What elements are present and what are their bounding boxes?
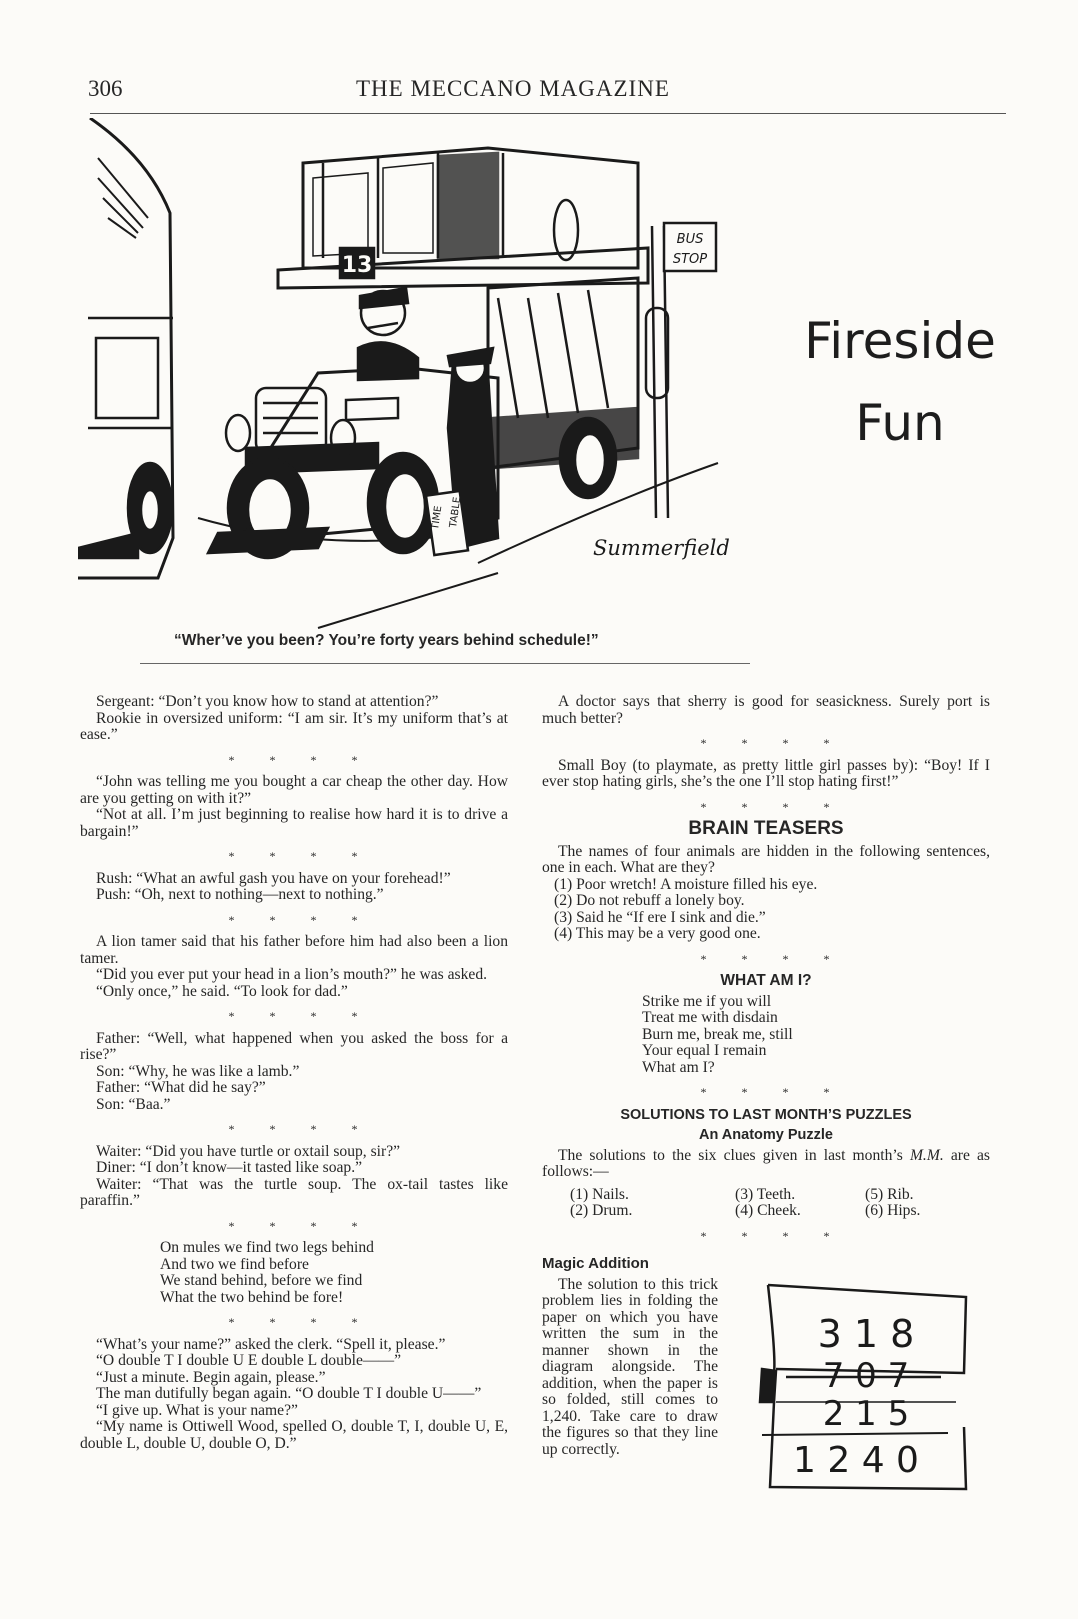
right-column [542, 694, 990, 1507]
list-item: (3) Said he “If ere I sink and die.” [554, 908, 766, 926]
verse-line: On mules we find two legs behind [160, 1239, 374, 1256]
left-column [80, 694, 508, 1452]
separator-stars: * * * * [228, 752, 374, 767]
feature-title-line2: Fun [855, 394, 945, 452]
verse-line: Your equal I remain [642, 1042, 767, 1059]
verse-line: What am I? [642, 1058, 715, 1076]
joke-line: “John was telling me you bought a car cheap the other day. How are you getting on with it?” [80, 773, 508, 807]
separator-stars: * * * * [228, 1218, 374, 1233]
diagram-row: 1 2 4 0 [793, 1439, 919, 1481]
answer-item: (1) Nails. [570, 1185, 629, 1203]
answer-item: (2) Drum. [570, 1202, 633, 1219]
answer-item: (3) Teeth. [735, 1185, 796, 1203]
svg-text:BUS: BUS [676, 232, 704, 247]
feature-title-line1: Fireside [804, 312, 996, 370]
joke-line: A doctor says that sherry is good for seasickness. Surely port is much better? [542, 693, 990, 727]
separator-stars: * * * * [228, 1315, 374, 1329]
joke-line: Rookie in oversized uniform: “I am sir. It’s my uniform that’s at ease.” [80, 709, 508, 743]
magic-addition-text: The solution to this trick problem lies in folding the paper on which you have written the sum in the manner shown in the diagram alongside. The addition, when the paper is so folded, still comes to 1,240. Take care to draw the figures so that they line up correctly. [542, 1275, 718, 1458]
joke-line: “Only once,” he said. “To look for dad.” [96, 982, 348, 1000]
brain-teasers-heading: BRAIN TEASERS [688, 818, 844, 839]
joke-line: “I give up. What is your name?” [96, 1401, 298, 1419]
folded-paper-diagram [756, 1277, 976, 1507]
joke-line: Sergeant: “Don’t you know how to stand at attention?” [96, 693, 439, 710]
verse-line: Burn me, break me, still [642, 1025, 793, 1043]
separator-stars: * * * * [228, 912, 374, 927]
joke-line: Waiter: “Did you have turtle or oxtail soup, sir?” [96, 1142, 401, 1160]
caption-rule [140, 663, 750, 664]
anatomy-answers [570, 1187, 990, 1220]
bus-cartoon [78, 118, 758, 648]
joke-line: “Did you ever put your head in a lion’s mouth?” he was asked. [96, 966, 488, 983]
magic-addition-heading: Magic Addition [542, 1255, 649, 1272]
joke-line: Small Boy (to playmate, as pretty little girl passes by): “Boy! If I ever stop hating girls, she’s the one I’ll stop hating first!” [542, 756, 990, 790]
what-am-i-heading: WHAT AM I? [720, 972, 812, 989]
separator-stars: * * * * [700, 1228, 846, 1243]
solutions-intro: The solutions to the six clues given in last month’s M.M. are as follows:— [542, 1146, 990, 1180]
magazine-title: THE MECCANO MAGAZINE [356, 76, 670, 101]
joke-line: “Not at all. I’m just beginning to realise how hard it is to drive a bargain!” [80, 806, 508, 840]
joke-line: Father: “What did he say?” [96, 1079, 266, 1096]
joke-line: Father: “Well, what happened when you asked the boss for a rise?” [80, 1029, 508, 1063]
answer-item: (5) Rib. [865, 1185, 914, 1203]
joke-line: A lion tamer said that his father before him had also been a lion tamer. [80, 933, 508, 967]
diagram-row: 3 1 8 [817, 1311, 915, 1356]
what-am-i-verse [642, 994, 990, 1077]
separator-stars: * * * * [700, 1085, 846, 1099]
joke-line: Push: “Oh, next to nothing—next to nothing.” [96, 886, 384, 903]
header-rule [90, 113, 1006, 114]
list-item: (1) Poor wretch! A moisture filled his eye. [554, 875, 818, 893]
answer-item: (4) Cheek. [735, 1202, 801, 1219]
joke-line: Son: “Why, he was like a lamb.” [96, 1062, 300, 1080]
mules-verse [160, 1240, 508, 1306]
svg-text:TIME: TIME [430, 505, 445, 531]
answer-item: (6) Hips. [865, 1202, 921, 1219]
separator-stars: * * * * [228, 849, 374, 863]
joke-line: “What’s your name?” asked the clerk. “Spell it, please.” [96, 1335, 446, 1353]
verse-line: We stand behind, before we find [160, 1272, 363, 1289]
svg-text:TABLE: TABLE [448, 496, 464, 529]
brain-teasers-list [542, 877, 990, 943]
joke-line: “Just a minute. Begin again, please.” [96, 1368, 326, 1386]
diagram-row: 2 1 5 [822, 1393, 910, 1434]
joke-line: The man dutifully began again. “O double T I double U——” [96, 1385, 482, 1402]
cartoon-signature: Summerfield [593, 536, 730, 560]
verse-line: Strike me if you will [642, 992, 772, 1010]
joke-line: Diner: “I don’t know—it tasted like soap.” [96, 1159, 363, 1176]
separator-stars: * * * * [700, 951, 846, 966]
brain-teasers-intro: The names of four animals are hidden in the following sentences, one in each. What are they? [542, 842, 990, 876]
page-number: 306 [88, 76, 123, 101]
list-item: (2) Do not rebuff a lonely boy. [554, 892, 745, 909]
separator-stars: * * * * [700, 799, 846, 814]
verse-line: And two we find before [160, 1255, 309, 1273]
joke-line: “My name is Ottiwell Wood, spelled O, double T, I, double U, E, double L, double U, double O, D.” [80, 1418, 508, 1452]
verse-line: What the two behind be fore! [160, 1288, 344, 1306]
svg-text:STOP: STOP [672, 252, 708, 267]
list-item: (4) This may be a very good one. [554, 925, 761, 942]
anatomy-subheading: An Anatomy Puzzle [698, 1127, 833, 1143]
feature-title [800, 300, 1000, 464]
joke-line: “O double T I double U E double L double——” [96, 1352, 402, 1369]
verse-line: Treat me with disdain [642, 1009, 778, 1026]
solutions-heading: SOLUTIONS TO LAST MONTH’S PUZZLES [620, 1106, 912, 1123]
joke-line: Waiter: “That was the turtle soup. The ox-tail tastes like paraffin.” [80, 1175, 508, 1209]
route-number: 13 [341, 253, 373, 278]
diagram-row: 7 0 7 [822, 1355, 910, 1396]
cartoon-caption: “Wher’ve you been? You’re forty years behind schedule!” [174, 632, 599, 649]
separator-stars: * * * * [700, 736, 846, 750]
magic-addition-section [542, 1277, 990, 1507]
separator-stars: * * * * [228, 1122, 374, 1136]
joke-line: Son: “Baa.” [96, 1095, 171, 1113]
joke-line: Rush: “What an awful gash you have on your forehead!” [96, 869, 451, 887]
separator-stars: * * * * [228, 1009, 374, 1023]
